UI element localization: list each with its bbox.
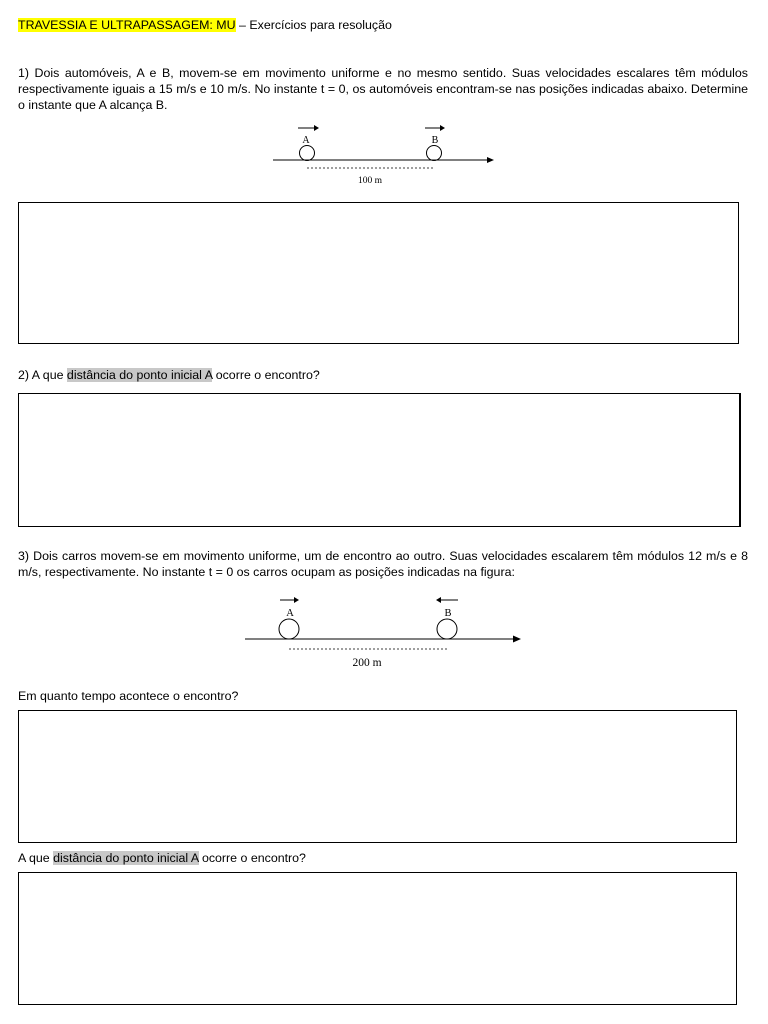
page-title (18, 17, 392, 33)
car-a-circle (279, 619, 299, 639)
car-b-label: B (431, 135, 439, 146)
question-1-text: 1) Dois automóveis, A e B, movem-se em movimento uniforme e no mesmo sentido. Suas velocidades escalares têm módulos respectivamente iguais a 15 m/s e 10 m/s. No instante t = 0, os automóveis encontram-se nas posições indicadas abaixo. Determine o instante que A alcança B. (18, 66, 748, 112)
car-b-label: B (444, 608, 452, 619)
car-b-circle (427, 146, 442, 161)
car-a-label: A (302, 135, 310, 146)
car-a-label: A (286, 608, 294, 619)
question-1-diagram (268, 120, 503, 190)
question-4-highlight: distância do ponto inicial A (53, 851, 199, 865)
question-3-diagram (240, 590, 530, 672)
answer-box-1[interactable] (18, 202, 739, 344)
question-3-text: 3) Dois carros movem-se em movimento uniforme, um de encontro ao outro. Suas velocidades escalarem têm módulos 12 m/s e 8 m/s, respectivamente. No instante t = 0 os carros ocupam as posições indicadas na figura: (18, 549, 748, 579)
question-3-subquestion: Em quanto tempo acontece o encontro? (18, 689, 239, 703)
question-2-highlight: distância do ponto inicial A (66, 368, 213, 382)
question-2-suffix: ocorre o encontro? (212, 368, 320, 382)
title-rest: – Exercícios para resolução (235, 18, 392, 32)
answer-box-4[interactable] (18, 872, 737, 1005)
question-2-text (18, 367, 320, 383)
question-4-suffix: ocorre o encontro? (198, 851, 306, 865)
answer-box-2[interactable] (18, 393, 741, 527)
question-4-text (18, 850, 306, 866)
question-4-prefix: A que (18, 851, 54, 865)
distance-label: 200 m (352, 657, 382, 669)
title-highlight: TRAVESSIA E ULTRAPASSAGEM: MU (18, 18, 236, 32)
question-2-prefix: 2) A que (18, 368, 67, 382)
car-b-circle (437, 619, 457, 639)
distance-label: 100 m (357, 176, 383, 186)
answer-box-3[interactable] (18, 710, 737, 843)
car-a-circle (300, 146, 315, 161)
